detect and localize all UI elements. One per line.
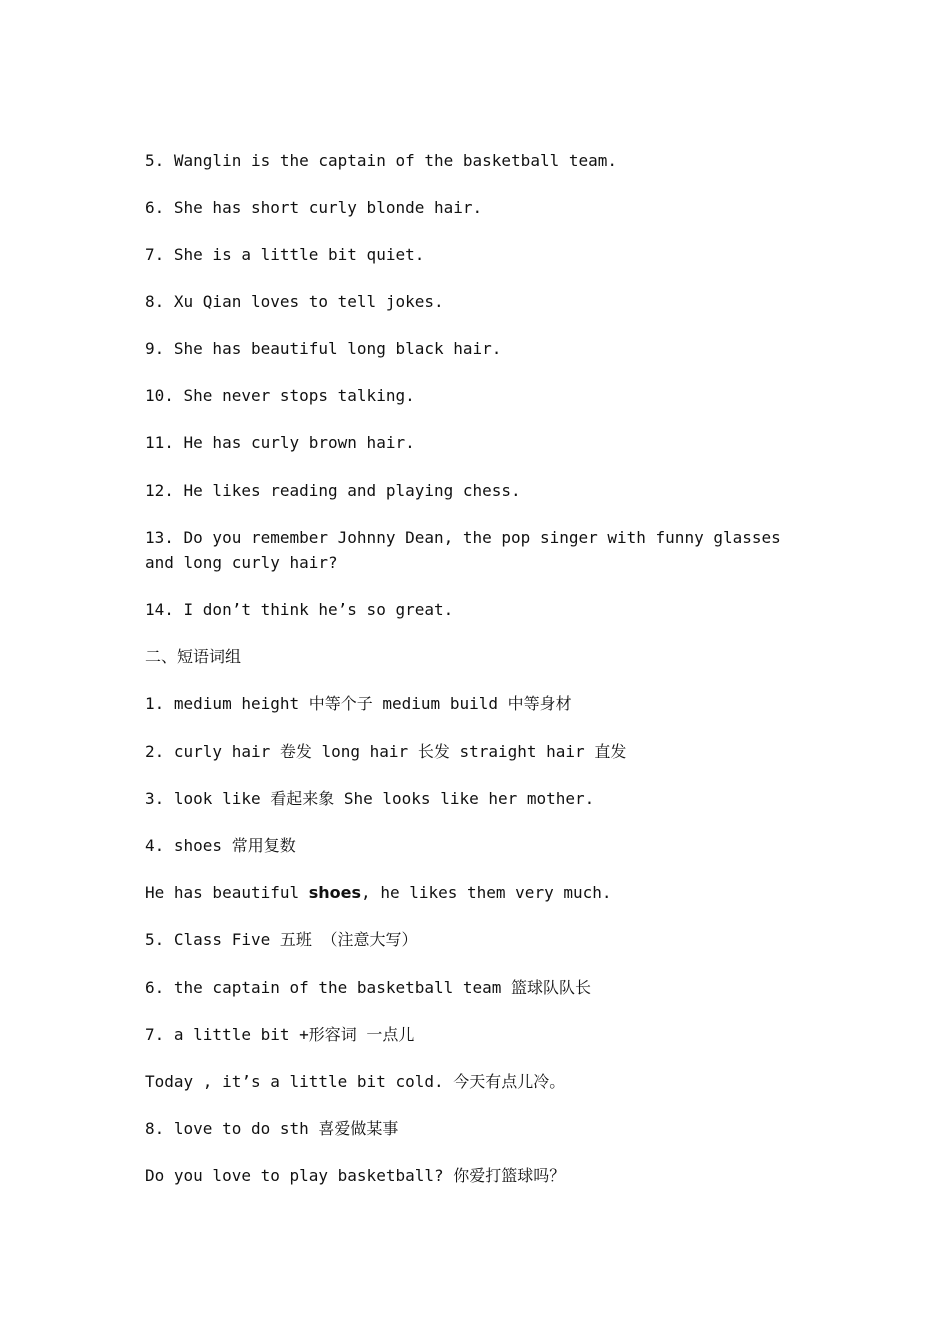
sentence-5: 5. Wanglin is the captain of the basketball team. (145, 151, 618, 170)
sentence-10: 10. She never stops talking. (145, 386, 415, 405)
sentence-12: 12. He likes reading and playing chess. (145, 481, 521, 500)
phrase-4: 4. shoes 常用复数 (145, 836, 296, 855)
example-shoes-before: He has beautiful (145, 883, 309, 902)
sentence-13: 13. Do you remember Johnny Dean, the pop singer with funny glasses and long curly hair? (145, 528, 791, 572)
example-shoes-bold: shoes (308, 883, 362, 902)
example-shoes-after: , he likes them very much. (361, 883, 612, 902)
sentence-8: 8. Xu Qian loves to tell jokes. (145, 292, 444, 311)
phrase-2: 2. curly hair 卷发 long hair 长发 straight hair 直发 (145, 742, 627, 761)
example-basketball: Do you love to play basketball? 你爱打篮球吗？ (145, 1166, 566, 1185)
sentence-11: 11. He has curly brown hair. (145, 433, 415, 452)
section-heading: 二、短语词组 (145, 647, 242, 666)
sentence-7: 7. She is a little bit quiet. (145, 245, 425, 264)
phrase-7: 7. a little bit +形容词 一点儿 (145, 1025, 415, 1044)
phrase-1: 1. medium height 中等个子 medium build 中等身材 (145, 694, 572, 713)
example-cold: Today , it’s a little bit cold. 今天有点儿冷。 (145, 1072, 566, 1091)
sentence-9: 9. She has beautiful long black hair. (145, 339, 502, 358)
sentence-6: 6. She has short curly blonde hair. (145, 198, 483, 217)
sentence-14: 14. I don’t think he’s so great. (145, 600, 454, 619)
phrase-6: 6. the captain of the basketball team 篮球队队长 (145, 978, 592, 997)
phrase-3: 3. look like 看起来象 She looks like her mother. (145, 789, 595, 808)
phrase-5: 5. Class Five 五班 （注意大写） (145, 930, 418, 949)
example-shoes (145, 880, 805, 905)
phrase-8: 8. love to do sth 喜爱做某事 (145, 1119, 399, 1138)
